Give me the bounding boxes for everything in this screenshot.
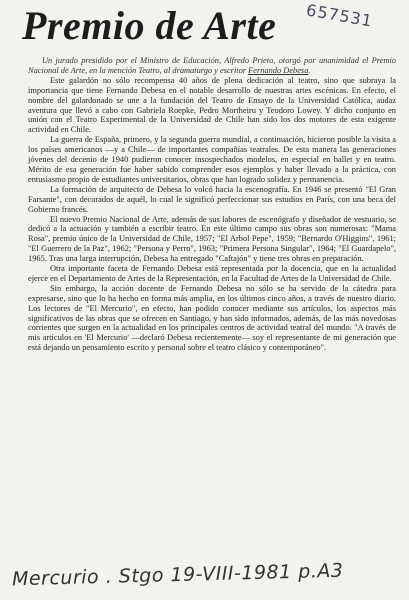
article-body	[28, 56, 396, 353]
laureate-name: Fernando Debesa	[248, 65, 309, 75]
lead-end: .	[308, 65, 311, 75]
handwritten-source-note: Mercurio . Stgo 19-VIII-1981 p.A3	[11, 559, 344, 591]
lead-text: Un jurado presidido por el Ministro de Educación, Alfredo Prieto, otorgó por unanimidad el Premio Nacional de Arte, en la mención Teatro, al dramaturgo y escritor	[28, 56, 396, 75]
paragraph-history: La guerra de España, primero, y la segunda guerra mundial, a continuación, hicieron posible la visita a los países americanos —y a Chile— de importantes compañías teatrales. De esta manera las generaciones jóvenes del decenio de 1940 pudieron conocer insospechados modelos, en especial en ballet y en teatro. Mérito de esa generación fue haber sabido comprender esos ejemplos y haber llevado a la práctica, con entusiasmo propio de estudiantes universitarios, obras que han logrado solidez y permanencia.	[28, 135, 396, 184]
paragraph-scenography: La formación de arquitecto de Debesa lo volcó hacia la escenografía. En 1946 se presentó "El Gran Farsante", con decorados de aquél, lo cual le significó perfeccionar sus estudios en París, con una beca del Gobierno francés.	[28, 184, 396, 214]
paragraph-teaching: Otra importante faceta de Fernando Debesa está representada por la docencia, que en la actualidad ejerce en el Departamento de Artes de la Representación, en la Facultad de Artes de la Universidad de Chile.	[28, 264, 396, 283]
article-title: Premio de Arte	[22, 3, 277, 48]
paragraph-significance: Este galardón no sólo recompensa 40 años de plena dedicación al teatro, sino que subraya la importancia que tiene Fernando Debesa en el notable desarrollo de nuestras artes escénicas. En efecto, el nombre del galardonado se une a la fundación del Teatro de Ensayo de la Universidad Católica, audaz aventura que llevó a cabo con Gabriela Roepke, Pedro Mortheiru y Teodoro Lowey. Y dicho conjunto en unión con el Teatro Experimental de la Universidad de Chile han sido los dos motores de esta exigente actividad en Chile.	[28, 75, 396, 135]
lead-paragraph	[28, 56, 396, 76]
handwritten-archive-code: 657531	[304, 0, 375, 31]
paragraph-works: El nuevo Premio Nacional de Arte, además de sus labores de escenógrafo y diseñador de vestuario, se dedicó a la actuación y también a escribir teatro. En este último campo sus obras son numerosas: "Mama Rosa", premio único de la Universidad de Chile, 1957; "El Arbol Pepe", 1959; "Bernardo O'Higgins", 1961; "El Guerrero de la Paz", 1962; "Persona y Perro", 1963; "Primera Persona Singular", 1964; "El Guardapelo", 1965. Tras una larga interrupción, Debesa ha entregado "Caftajón" y tiene tres obras en preparación.	[28, 214, 396, 264]
paragraph-journalism: Sin embargo, la acción docente de Fernando Debesa no sólo se ha servido de la cátedra para expresarse, sino que lo ha hecho en forma más amplia, en los últimos cinco años, a través de nuestro diario. Los lectores de "El Mercurio", en efecto, han podido conocer mediante sus artículos, los aspectos más significativos de las obras que se ofrecen en Santiago, y han sido informados, además, de las más novedosas corrientes que surgen en la actualidad en los principales centros de actividad teatral del mundo. "A través de mis artículos en 'El Mercurio' —declaró Debesa recientemente— soy el representante de mi generación que está dejando un pensamiento escrito y personal sobre el teatro clásico y contemporáneo".	[28, 283, 396, 353]
